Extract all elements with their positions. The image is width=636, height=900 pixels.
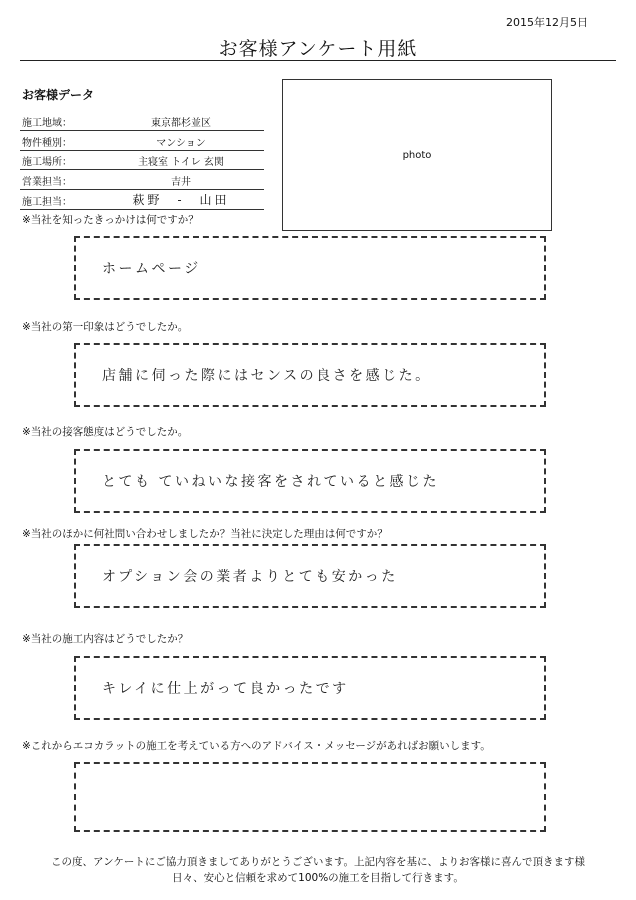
row-label: 施工地域： [22, 117, 72, 129]
page-title: お客様アンケート用紙 [218, 38, 418, 60]
footer-line-2: 日々、安心と信頼を求めて100%の施工を目指して行きます。 [172, 872, 464, 884]
answer-5-handwritten: キレイに仕上がって良かったです [102, 681, 349, 697]
question-2: ※当社の第一印象はどうでしたか。 [22, 321, 189, 333]
question-1: ※当社を知ったきっかけは何ですか？ [22, 214, 199, 226]
customer-row-property-type [20, 131, 264, 151]
answer-box-2 [74, 343, 546, 407]
photo-placeholder [282, 79, 552, 231]
question-3: ※当社の接客態度はどうでしたか。 [22, 426, 189, 438]
customer-row-construction-staff [20, 190, 264, 210]
row-value: 東京都杉並区 [151, 117, 211, 129]
row-label: 施工担当： [22, 196, 72, 208]
footer-line-1: この度、アンケートにご協力頂きましてありがとうございます。上記内容を基に、よりお客様に喜んで頂きます様 [50, 856, 586, 868]
row-label: 施工場所： [22, 157, 72, 169]
customer-row-area [20, 111, 264, 131]
answer-box-1 [74, 236, 546, 300]
row-value: 吉井 [171, 177, 191, 189]
answer-4-handwritten: オプション会の業者よりとても安かった [102, 569, 398, 585]
question-5: ※当社の施工内容はどうでしたか？ [22, 633, 189, 645]
photo-label: photo [402, 149, 432, 161]
row-value: マンション [156, 137, 206, 149]
row-label: 物件種別： [22, 137, 72, 149]
title-divider [20, 60, 616, 61]
answer-box-4 [74, 544, 546, 608]
answer-2-handwritten: 店舗に伺った際にはセンスの良さを感じた。 [102, 368, 432, 384]
survey-date: 2015年12月5日 [506, 16, 588, 29]
answer-box-6 [74, 762, 546, 832]
customer-row-sales-staff [20, 170, 264, 190]
row-value-handwritten: 萩野 - 山田 [132, 192, 230, 207]
customer-row-location [20, 151, 264, 171]
answer-3-handwritten: とても ていねいな接客をされていると感じた [102, 474, 439, 490]
footer-message [20, 854, 616, 886]
row-value: 主寝室 トイレ 玄関 [138, 157, 224, 169]
answer-1-handwritten: ホームページ [102, 261, 201, 277]
question-4: ※当社のほかに何社問い合わせしましたか？当社に決定した理由は何ですか？ [22, 528, 388, 540]
row-label: 営業担当： [22, 177, 72, 189]
customer-data-heading: お客様データ [22, 88, 95, 102]
answer-box-5 [74, 656, 546, 720]
answer-box-3 [74, 449, 546, 513]
question-6: ※これからエコカラットの施工を考えている方へのアドバイス・メッセージがあればお願いします。 [22, 740, 491, 752]
customer-data-table [20, 111, 264, 210]
